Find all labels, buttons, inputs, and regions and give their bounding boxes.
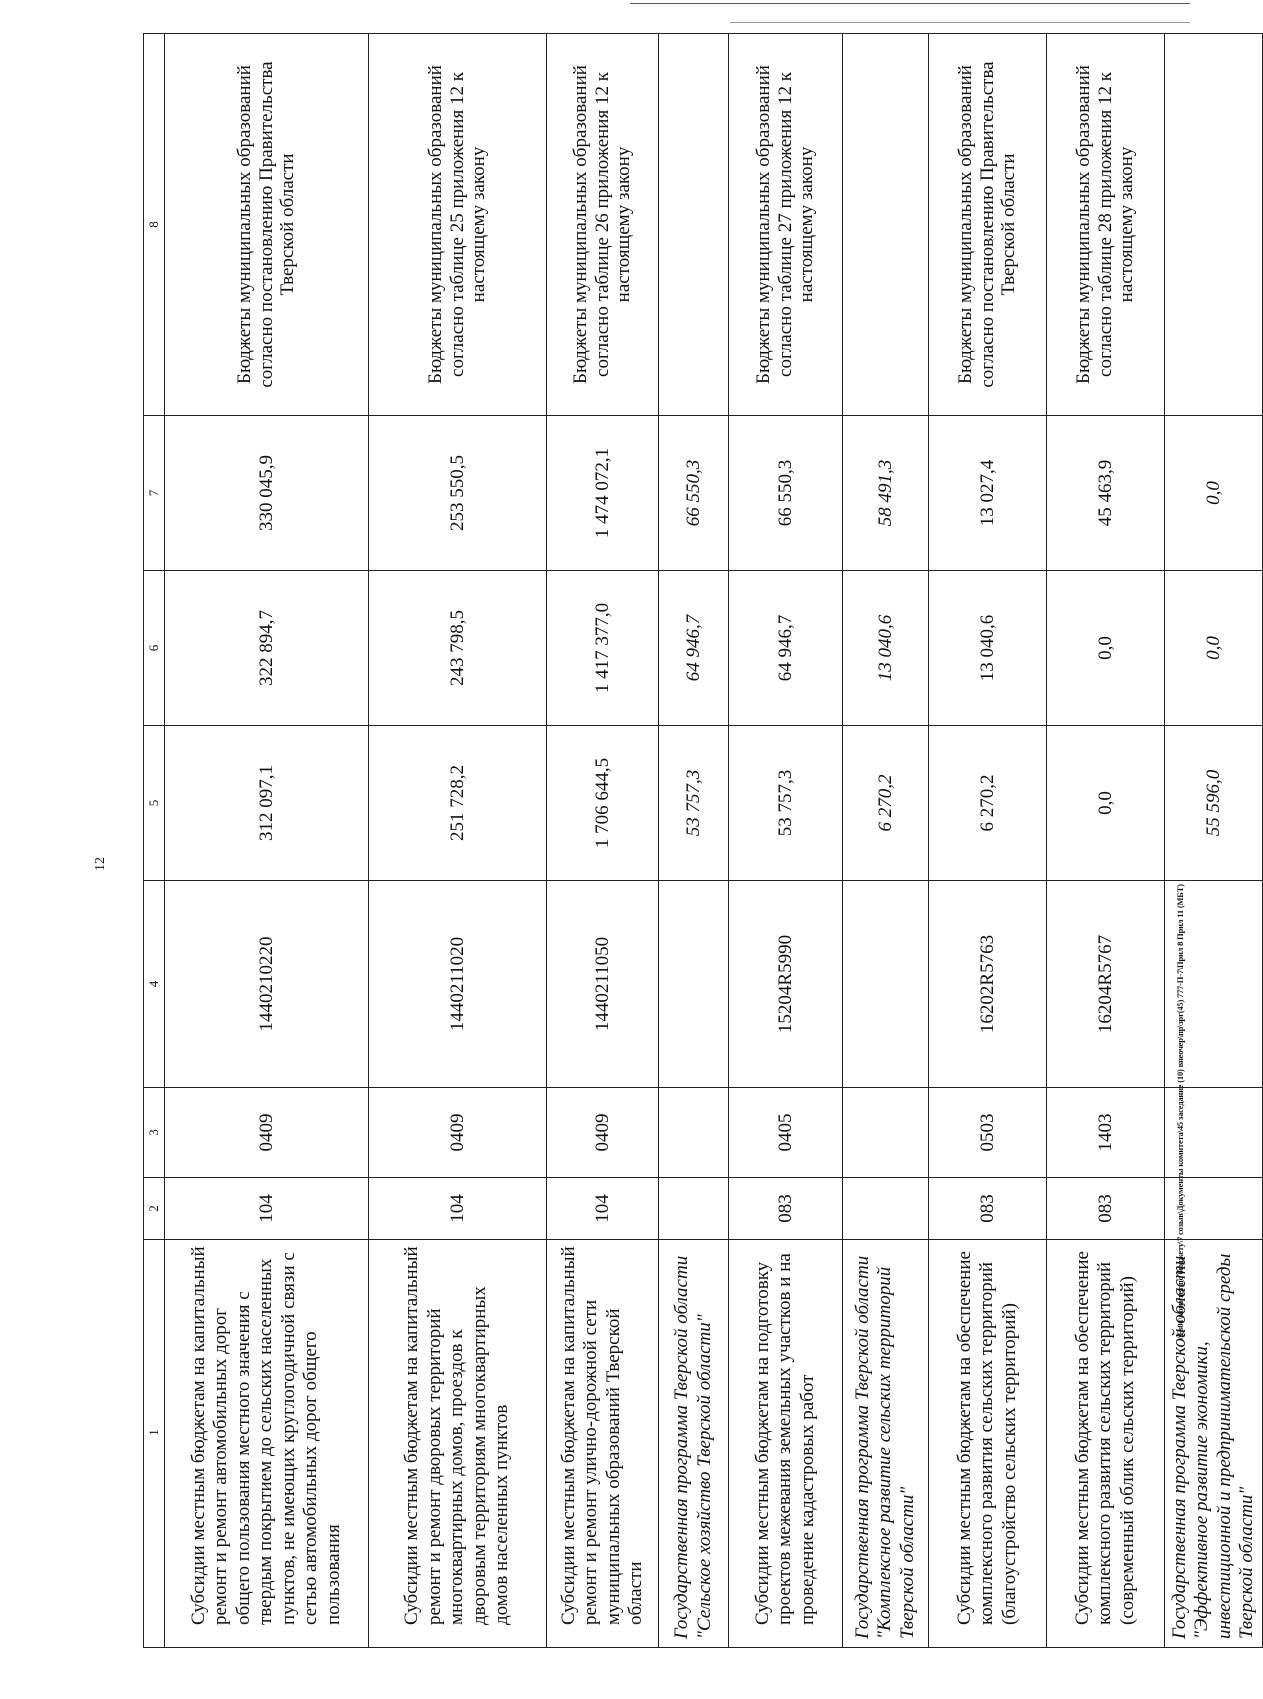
cell-col8: Бюджеты муниципальных образований согласно постановлению Правительства Тверской области [165, 34, 369, 416]
cell-col6: 13 040,6 [929, 571, 1047, 726]
cell-col6: 0,0 [1047, 571, 1165, 726]
column-header: 4 [144, 881, 165, 1088]
cell-col3: 0409 [165, 1088, 369, 1178]
cell-col7: 66 550,3 [729, 416, 843, 571]
cell-col5: 6 270,2 [929, 726, 1047, 881]
cell-col3: 0409 [547, 1088, 659, 1178]
cell-col2: 083 [1047, 1178, 1165, 1240]
cell-col4: 15204R5990 [729, 881, 843, 1088]
cell-col8: Бюджеты муниципальных образований согласно таблице 27 приложения 12 к настоящему закону [729, 34, 843, 416]
cell-col4: 16202R5763 [929, 881, 1047, 1088]
table-row [165, 34, 369, 1648]
column-header: 1 [144, 1240, 165, 1648]
cell-col8 [1165, 34, 1263, 416]
row-name-cell: Субсидии местным бюджетам на обеспечение комплексного развития сельских территорий (благоустройство сельских территорий) [929, 1240, 1047, 1648]
cell-col8 [843, 34, 929, 416]
cell-col5: 1 706 644,5 [547, 726, 659, 881]
cell-col5: 55 596,0 [1165, 726, 1263, 881]
row-name-cell: Субсидии местным бюджетам на капитальный ремонт и ремонт автомобильных дорог общего пользования местного значения с твердым покрытием до сельских населенных пунктов, не имеющих круглогодичной связи с сетью автомобильных дорог общего пользования [165, 1240, 369, 1648]
row-name-cell: Государственная программа Тверской области "Эффективное развитие экономики, инвестиционной и предпринимательской среды Тверской области" [1165, 1240, 1263, 1648]
table-row [729, 34, 843, 1648]
row-name-cell: Субсидии местным бюджетам на капитальный ремонт и ремонт улично-дорожной сети муниципальных образований Тверской области [547, 1240, 659, 1648]
cell-col6: 64 946,7 [659, 571, 729, 726]
page-number: 12 [93, 857, 108, 871]
cell-col7: 66 550,3 [659, 416, 729, 571]
cell-col5: 0,0 [1047, 726, 1165, 881]
cell-col7: 45 463,9 [1047, 416, 1165, 571]
cell-col8: Бюджеты муниципальных образований согласно таблице 26 приложения 12 к настоящему закону [547, 34, 659, 416]
program-row [659, 34, 729, 1648]
cell-col7: 58 491,3 [843, 416, 929, 571]
cell-col7: 0,0 [1165, 416, 1263, 571]
cell-col3: 0503 [929, 1088, 1047, 1178]
table-row [1047, 34, 1165, 1648]
cell-col6: 322 894,7 [165, 571, 369, 726]
cell-col5: 53 757,3 [659, 726, 729, 881]
row-name-cell: Государственная программа Тверской области "Комплексное развитие сельских территорий Тверской области" [843, 1240, 929, 1648]
cell-col4 [843, 881, 929, 1088]
cell-col4: 1440211020 [369, 881, 547, 1088]
cell-col5: 312 097,1 [165, 726, 369, 881]
cell-col2: 104 [547, 1178, 659, 1240]
cell-col5: 6 270,2 [843, 726, 929, 881]
cell-col4: 1440211050 [547, 881, 659, 1088]
cell-col3: 0409 [369, 1088, 547, 1178]
scan-artifact-line [630, 3, 1190, 4]
cell-col3: 0405 [729, 1088, 843, 1178]
cell-col6: 0,0 [1165, 571, 1263, 726]
cell-col8: Бюджеты муниципальных образований согласно таблице 28 приложения 12 к настоящему закону [1047, 34, 1165, 416]
cell-col2: 083 [729, 1178, 843, 1240]
column-header: 3 [144, 1088, 165, 1178]
row-name-cell: Субсидии местным бюджетам на капитальный ремонт и ремонт дворовых территорий многоквартирных домов, проездов к дворовым территориям многоквартирных домов населенных пунктов [369, 1240, 547, 1648]
cell-col5: 251 728,2 [369, 726, 547, 881]
cell-col8: Бюджеты муниципальных образований согласно постановлению Правительства Тверской области [929, 34, 1047, 416]
row-name-cell: Субсидии местным бюджетам на подготовку проектов межевания земельных участков и на проведение кадастровых работ [729, 1240, 843, 1648]
cell-col2: 104 [369, 1178, 547, 1240]
cell-col3: 1403 [1047, 1088, 1165, 1178]
row-name-cell: Государственная программа Тверской области "Сельское хозяйство Тверской области" [659, 1240, 729, 1648]
column-header: 5 [144, 726, 165, 881]
table-row [547, 34, 659, 1648]
program-row [843, 34, 929, 1648]
cell-col2 [843, 1178, 929, 1240]
cell-col8 [659, 34, 729, 416]
table-row [929, 34, 1047, 1648]
budget-subsidies-table [143, 33, 1263, 1648]
table-header-row [144, 34, 165, 1648]
cell-col2: 104 [165, 1178, 369, 1240]
column-header: 2 [144, 1178, 165, 1240]
column-header: 7 [144, 416, 165, 571]
row-name-cell: Субсидии местным бюджетам на обеспечение комплексного развития сельских территорий (современный облик сельских территорий) [1047, 1240, 1165, 1648]
scan-artifact-line [730, 22, 1190, 23]
cell-col2 [659, 1178, 729, 1240]
column-header: 8 [144, 34, 165, 416]
cell-col6: 243 798,5 [369, 571, 547, 726]
cell-col7: 330 045,9 [165, 416, 369, 571]
cell-col8: Бюджеты муниципальных образований согласно таблице 25 приложения 12 к настоящему закону [369, 34, 547, 416]
cell-col4: 1440210220 [165, 881, 369, 1088]
table-body [165, 34, 1263, 1648]
cell-col7: 1 474 072,1 [547, 416, 659, 571]
cell-col4: 16204R5767 [1047, 881, 1165, 1088]
cell-col6: 1 417 377,0 [547, 571, 659, 726]
cell-col7: 253 550,5 [369, 416, 547, 571]
cell-col3 [659, 1088, 729, 1178]
cell-col7: 13 027,4 [929, 416, 1047, 571]
footer-file-path: \\Fs01\комитет по бюджету\7 созыв\Документы комитета\45 заседание (10) внеочер\пр\зрг(45) 777-П-7\Прил 8 Прил 11 (МБТ) [1175, 884, 1185, 1340]
cell-col4 [659, 881, 729, 1088]
table-row [369, 34, 547, 1648]
cell-col2: 083 [929, 1178, 1047, 1240]
column-header: 6 [144, 571, 165, 726]
cell-col5: 53 757,3 [729, 726, 843, 881]
cell-col3 [843, 1088, 929, 1178]
cell-col6: 64 946,7 [729, 571, 843, 726]
cell-col6: 13 040,6 [843, 571, 929, 726]
